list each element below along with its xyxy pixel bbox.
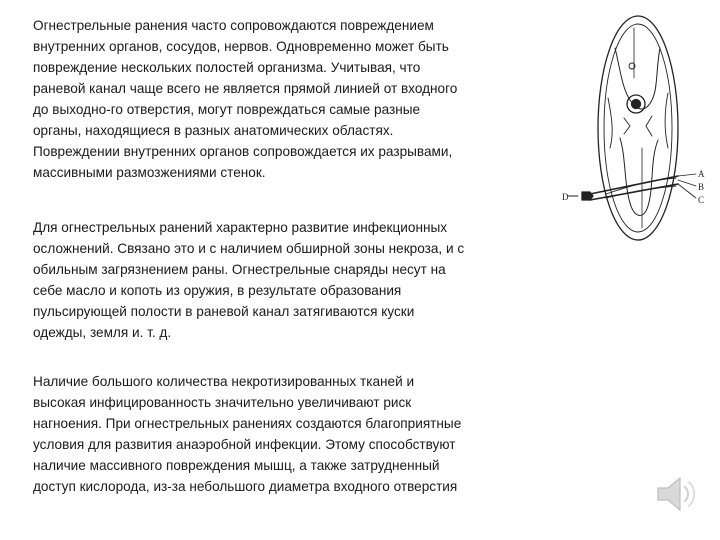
speaker-icon[interactable]: [652, 470, 700, 518]
figure-label-b: B: [698, 182, 705, 192]
text-line: пульсирующей полости в раневой канал затягиваются куски: [33, 304, 415, 319]
text-line: Повреждении внутренних органов сопровождается их разрывами,: [33, 144, 453, 159]
text-line: Наличие большого количества некротизированных тканей и: [33, 374, 415, 389]
text-line: себе масло и копоть из оружия, в результате образования: [33, 283, 402, 298]
figure-label-c: C: [698, 195, 705, 205]
text-line: органы, находящиеся в разных анатомических областях.: [33, 123, 394, 138]
text-line: раневой канал чаще всего не является прямой линией от входного: [33, 81, 458, 96]
text-line: до выходно-го отверстия, могут повреждаться самые разные: [33, 102, 421, 117]
text-line: Огнестрельные ранения часто сопровождаются повреждением: [33, 18, 434, 33]
text-line: Для огнестрельных ранений характерно развитие инфекционных: [33, 220, 448, 235]
paragraph-wound-organs: [33, 15, 457, 183]
text-line: условия для развития анаэробной инфекции. Этому способствуют: [33, 437, 456, 452]
figure-label-d: D: [562, 192, 569, 202]
paragraph-anaerobic-infection: [33, 371, 461, 497]
text-line: нагноения. При огнестрельных ранениях создаются благоприятные: [33, 416, 462, 431]
paragraph-infection-complications: [33, 217, 464, 343]
text-line: повреждение нескольких полостей организма. Учитывая, что: [33, 60, 421, 75]
wound-channel-diagram-icon: [560, 8, 710, 246]
text-line: высокая инфицированность значительно увеличивают риск: [33, 395, 412, 410]
text-line: наличие массивного повреждения мышц, а также затрудненный: [33, 458, 440, 473]
text-line: обильным загрязнением раны. Огнестрельные снаряды несут на: [33, 262, 446, 277]
text-line: осложнений. Связано это и с наличием обширной зоны некроза, и с: [33, 241, 465, 256]
text-line: доступ кислорода, из-за небольшого диаметра входного отверстия: [33, 479, 458, 494]
text-line: массивными размозжениями стенок.: [33, 165, 266, 180]
text-line: одежды, земля и. т. д.: [33, 325, 172, 340]
figure-label-a: A: [698, 169, 705, 179]
text-line: внутренних органов, сосудов, нервов. Одновременно может быть: [33, 39, 449, 54]
